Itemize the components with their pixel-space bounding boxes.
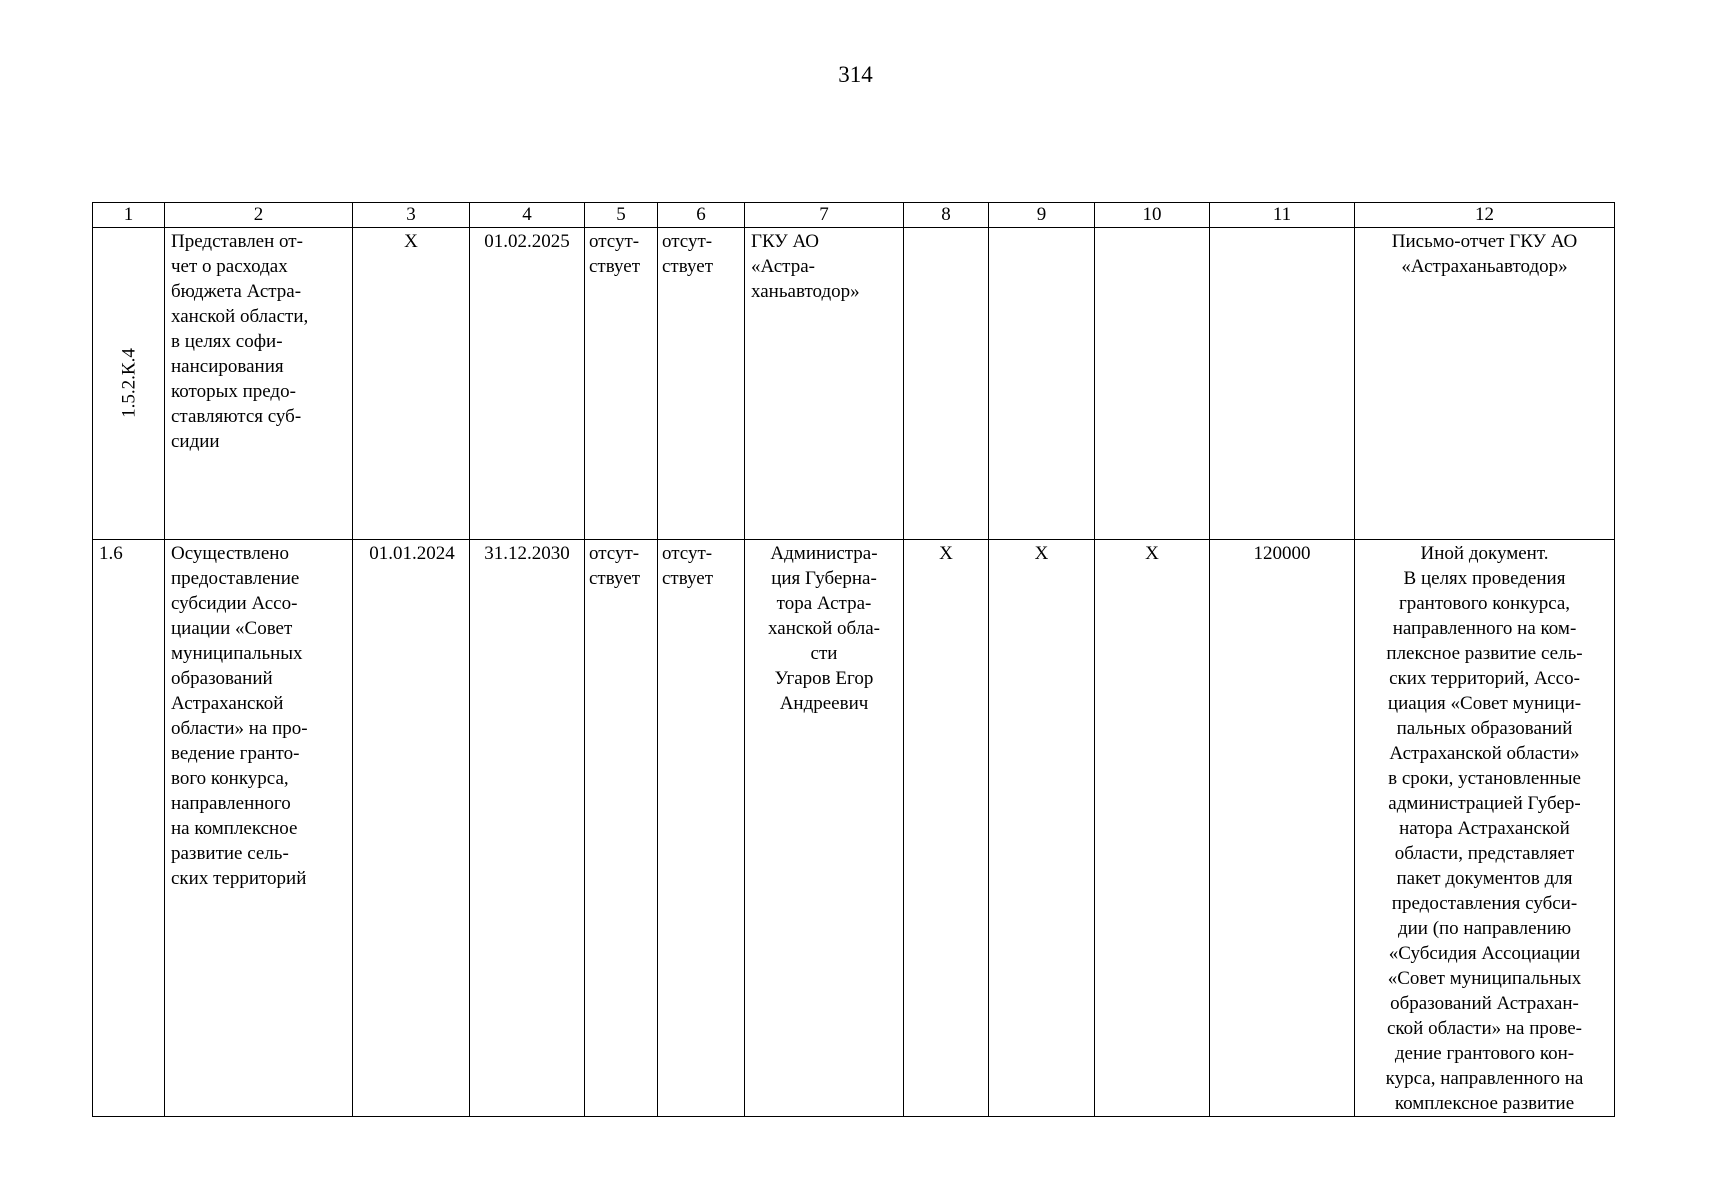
row-number: 1.6 (93, 540, 165, 1117)
col-11-value (1210, 228, 1355, 540)
table-row (93, 228, 1615, 540)
header-cell: 12 (1355, 203, 1615, 228)
col-5-value: отсут- ствует (585, 540, 658, 1117)
col-11-value: 120000 (1210, 540, 1355, 1117)
end-date: 01.02.2025 (470, 228, 585, 540)
col-10-value (1095, 228, 1210, 540)
col-8-value (904, 228, 989, 540)
header-cell: 1 (93, 203, 165, 228)
header-cell: 4 (470, 203, 585, 228)
col-9-value: X (989, 540, 1095, 1117)
col-5-value: отсут- ствует (585, 228, 658, 540)
end-date: 31.12.2030 (470, 540, 585, 1117)
col-6-value: отсут- ствует (658, 228, 745, 540)
col-6-value: отсут- ствует (658, 540, 745, 1117)
header-cell: 9 (989, 203, 1095, 228)
start-date: X (353, 228, 470, 540)
plan-table (92, 202, 1615, 1117)
row-number-cell (93, 228, 165, 540)
col-8-value: X (904, 540, 989, 1117)
col-9-value (989, 228, 1095, 540)
header-cell: 7 (745, 203, 904, 228)
document-type: Иной документ. В целях проведения грантового конкурса, направленного на ком- плексное развитие сель- ских территорий, Ассо- циация «Совет муници- пальных образований Астраханской области» в сроки, установленные администрацией Губер- натора Астраханской области, представляет пакет документов для предоставления субси- дии (по направлению «Субсидия Ассоциации «Совет муниципальных образований Астрахан- ской области» на прове- дение грантового кон- курса, направленного на комплексное развитие (1355, 540, 1615, 1117)
header-cell: 11 (1210, 203, 1355, 228)
table-row (93, 540, 1615, 1117)
header-cell: 5 (585, 203, 658, 228)
page-number: 314 (838, 62, 873, 87)
header-cell: 10 (1095, 203, 1210, 228)
header-cell: 3 (353, 203, 470, 228)
header-cell: 2 (165, 203, 353, 228)
event-description: Представлен от- чет о расходах бюджета Астра- ханской области, в целях софи- нансирования которых предо- ставляются суб- сидии (165, 228, 353, 540)
event-description: Осуществлено предоставление субсидии Ассо- циации «Совет муниципальных образований Астраханской области» на про- ведение гранто- вого конкурса, направленного на комплексное развитие сель- ских территорий (165, 540, 353, 1117)
row-number: 1.5.2.К.4 (118, 348, 139, 418)
header-row (93, 203, 1615, 228)
document-type: Письмо-отчет ГКУ АО «Астраханьавтодор» (1355, 228, 1615, 540)
col-10-value: X (1095, 540, 1210, 1117)
header-cell: 6 (658, 203, 745, 228)
header-cell: 8 (904, 203, 989, 228)
start-date: 01.01.2024 (353, 540, 470, 1117)
responsible: ГКУ АО «Астра- ханьавтодор» (745, 228, 904, 540)
responsible: Администра- ция Губерна- тора Астра- ханской обла- сти Угаров Егор Андреевич (745, 540, 904, 1117)
